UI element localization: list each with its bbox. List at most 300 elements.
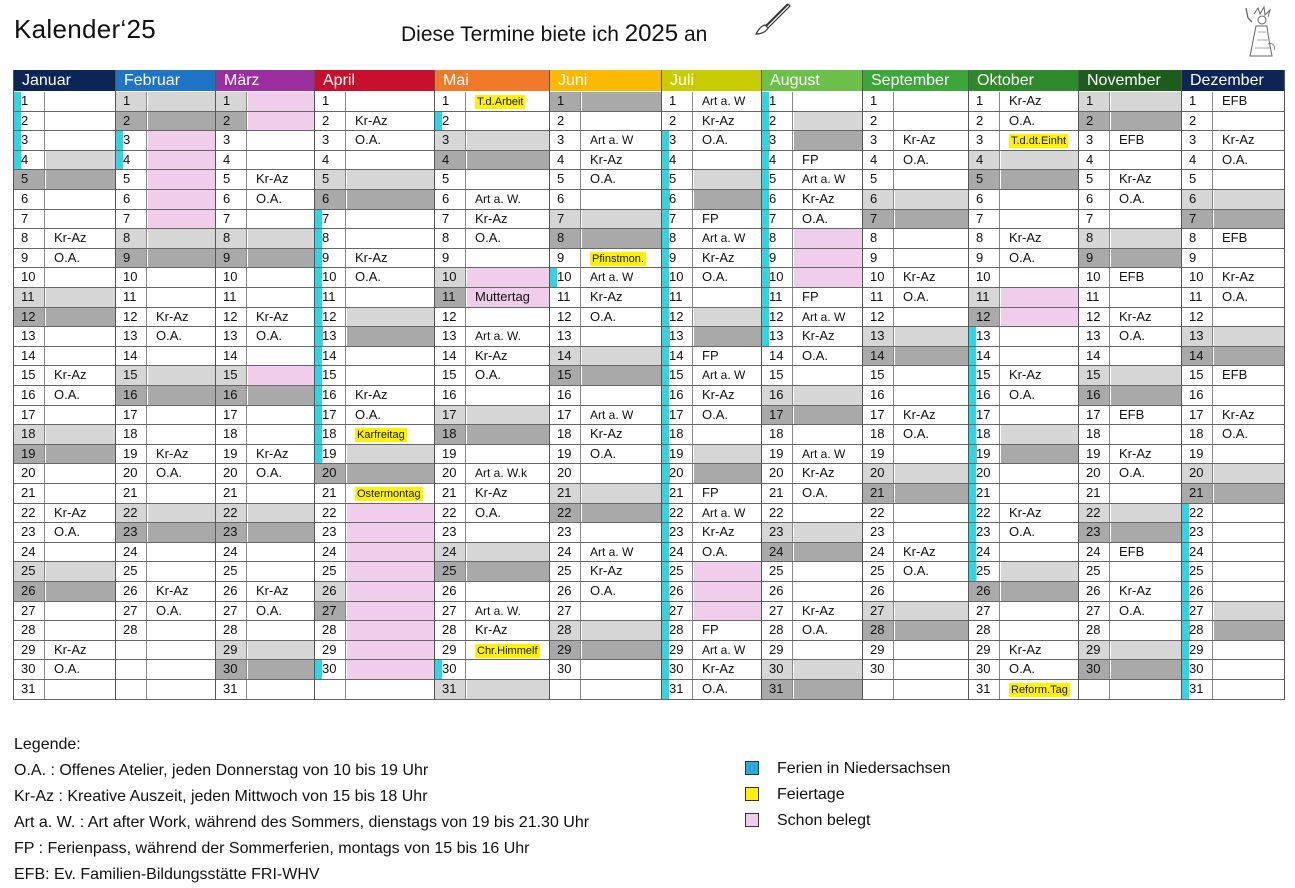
event-label: Art a. W [802,172,846,187]
day-row [216,190,314,210]
day-entry [467,151,549,170]
day-row [762,406,862,426]
day-row [762,602,862,622]
day-number: 2 [550,112,581,131]
day-number: 17 [116,406,147,425]
day-row [435,308,549,328]
day-row [550,602,661,622]
day-row [662,131,761,151]
event-label: O.A. [1119,191,1146,206]
day-entry [582,523,661,542]
day-number: 15 [1182,366,1213,385]
day-row [315,268,434,288]
day-entry [1111,660,1181,679]
day-number: 13 [14,327,45,346]
subtitle [401,20,707,48]
day-entry [347,641,434,660]
day-entry [1111,151,1181,170]
day-entry [694,406,761,425]
day-entry [1214,680,1284,699]
event-label: Kr-Az [702,112,735,128]
day-entry [582,190,661,209]
day-number: 5 [1079,170,1110,189]
day-number: 29 [863,641,894,660]
day-number: 5 [662,170,693,189]
day-entry [467,327,549,346]
day-entry [582,660,661,679]
day-row [435,621,549,641]
day-number: 7 [116,210,147,229]
day-row [550,170,661,190]
day-entry [895,504,968,523]
day-entry [1111,464,1181,483]
day-entry [794,170,862,189]
legend-title: Legende: [14,736,81,753]
day-row [863,680,968,700]
day-row [435,210,549,230]
day-number: 6 [863,190,894,209]
day-entry [1001,327,1078,346]
day-row [969,504,1078,524]
day-number: 30 [435,660,466,679]
day-entry [248,562,314,581]
day-number: 5 [969,170,1000,189]
day-row [662,249,761,269]
day-entry [895,425,968,444]
day-row [662,504,761,524]
event-label: Art a. W [802,309,846,324]
day-entry [148,151,215,170]
day-row [550,386,661,406]
event-label: O.A. [1119,328,1146,344]
event-label: EFB [1222,367,1248,383]
day-entry [1214,92,1284,111]
day-number: 11 [969,288,1000,307]
day-entry [347,406,434,425]
subtitle-end: an [683,23,708,46]
event-label: Art a. W [702,94,746,108]
day-entry [467,425,549,444]
day-number: 17 [1182,406,1213,425]
day-row [550,621,661,641]
day-entry [895,523,968,542]
day-entry [582,112,661,131]
day-number: 9 [1079,249,1110,268]
day-row [762,308,862,328]
event-label: O.A. [1009,661,1036,677]
day-number: 19 [662,445,693,464]
day-number: 3 [435,131,466,150]
day-number: 24 [662,543,693,562]
day-entry [794,347,862,366]
day-number: 18 [1079,425,1110,444]
day-entry [1001,366,1078,385]
statue-of-liberty-logo [1238,2,1282,60]
day-number: 31 [435,680,466,699]
day-row [662,464,761,484]
day-number: 17 [1079,406,1110,425]
day-number: 21 [14,484,45,503]
event-label: Kr-Az [475,347,508,363]
day-row [315,210,434,230]
day-row [116,131,215,151]
day-number: 30 [662,660,693,679]
day-number: 13 [116,327,147,346]
day-row [863,523,968,543]
day-entry [467,641,549,660]
day-entry [148,582,215,601]
day-entry [1001,386,1078,405]
day-entry [46,621,115,640]
day-entry [582,288,661,307]
event-label: Kr-Az [355,249,388,265]
event-label: Kr-Az [54,367,87,383]
day-row [863,249,968,269]
event-label: Kr-Az [702,524,735,540]
day-entry [794,504,862,523]
event-label: Kr-Az [256,308,289,324]
day-number: 1 [14,92,45,111]
day-entry [895,308,968,327]
day-number: 13 [762,327,793,346]
day-entry [46,504,115,523]
month-column-november [1079,70,1182,700]
day-entry [1111,327,1181,346]
day-number: 26 [662,582,693,601]
event-label: O.A. [1009,249,1036,265]
day-entry [148,327,215,346]
day-row [1079,347,1181,367]
subtitle-text: Diese Termine biete ich [401,23,619,46]
day-entry [46,190,115,209]
day-number: 19 [1182,445,1213,464]
day-entry [1214,308,1284,327]
day-number: 31 [14,680,45,699]
event-label: Art a. W [590,270,634,285]
event-label: Kr-Az [590,289,623,304]
day-row [116,268,215,288]
day-number: 19 [435,445,466,464]
event-label: Kr-Az [903,543,936,559]
day-row [315,190,434,210]
day-entry [148,621,215,640]
day-entry [794,92,862,111]
day-row [1182,308,1284,328]
day-entry [1111,602,1181,621]
day-number: 16 [863,386,894,405]
day-entry [1111,621,1181,640]
day-row [863,190,968,210]
day-row [216,327,314,347]
day-entry [582,268,661,287]
day-row [1182,445,1284,465]
day-row [550,210,661,230]
day-number: 11 [14,288,45,307]
day-row [216,386,314,406]
day-row [550,504,661,524]
day-number: 4 [1079,151,1110,170]
day-number: 25 [762,562,793,581]
day-row [550,660,661,680]
day-entry [1001,190,1078,209]
day-entry [1001,602,1078,621]
day-number: 1 [315,92,346,111]
day-number: 3 [969,131,1000,150]
day-number: 27 [662,602,693,621]
legend-line: Art a. W. : Art after Work, während des Sommers, dienstags von 19 bis 21.30 Uhr [14,814,590,831]
key-label: Ferien in Niedersachsen [777,760,951,777]
day-row [1079,386,1181,406]
day-row [863,210,968,230]
day-number: 12 [435,308,466,327]
day-number: 12 [550,308,581,327]
day-entry [1111,366,1181,385]
day-entry [1111,425,1181,444]
day-row [216,308,314,328]
day-row [863,386,968,406]
event-label: Kr-Az [54,504,87,520]
day-entry [582,562,661,581]
event-label: Art a. W [702,368,746,383]
day-row [863,464,968,484]
day-number: 20 [216,464,247,483]
day-row [14,386,115,406]
day-entry [148,602,215,621]
day-row [216,641,314,661]
event-label: O.A. [1119,602,1146,618]
day-row [762,445,862,465]
day-number: 24 [435,543,466,562]
day-entry [148,445,215,464]
day-number: 8 [662,229,693,248]
day-row [762,504,862,524]
month-column-mai [435,70,550,700]
day-entry [794,190,862,209]
day-number: 11 [435,288,466,307]
day-row [969,151,1078,171]
day-row [116,582,215,602]
day-entry [248,151,314,170]
day-row [863,621,968,641]
day-number: 19 [550,445,581,464]
day-entry [1214,268,1284,287]
day-row [550,131,661,151]
day-number: 23 [762,523,793,542]
event-label: Art a. W [702,505,746,520]
day-number: 26 [216,582,247,601]
day-row [14,249,115,269]
day-row [216,621,314,641]
day-number: 13 [662,327,693,346]
month-header: November [1079,70,1181,91]
day-number: 3 [315,131,346,150]
day-row [435,229,549,249]
day-row [116,308,215,328]
day-number: 30 [1079,660,1110,679]
event-label: FP [702,485,719,500]
day-entry [467,523,549,542]
day-entry [582,249,661,268]
day-number: 14 [662,347,693,366]
day-number: 22 [662,504,693,523]
event-label: O.A. [1009,387,1036,402]
day-number: 22 [1182,504,1213,523]
day-entry [694,504,761,523]
day-entry [1214,602,1284,621]
day-row [315,543,434,563]
day-number: 15 [863,366,894,385]
day-number: 12 [762,308,793,327]
day-number: 20 [1182,464,1213,483]
day-entry [1001,523,1078,542]
event-label: EFB [1119,132,1145,148]
day-entry [347,484,434,503]
day-number: 21 [550,484,581,503]
day-entry [794,641,862,660]
day-entry [347,112,434,131]
day-number: 17 [14,406,45,425]
day-row [1182,582,1284,602]
event-label: Kr-Az [802,602,835,618]
day-number: 6 [550,190,581,209]
event-label: O.A. [802,347,829,363]
event-label: Kr-Az [1119,171,1152,187]
day-number: 12 [14,308,45,327]
day-number: 27 [216,602,247,621]
day-number: 15 [762,366,793,385]
day-entry [1111,562,1181,581]
day-row [550,484,661,504]
day-number: 19 [14,445,45,464]
day-number: 4 [969,151,1000,170]
day-row [435,523,549,543]
day-row [969,131,1078,151]
day-number: 4 [662,151,693,170]
day-row [863,112,968,132]
day-entry [794,112,862,131]
day-row [14,543,115,563]
day-row [116,347,215,367]
day-number: 25 [14,562,45,581]
day-row [216,445,314,465]
day-entry [895,562,968,581]
day-entry [582,229,661,248]
day-entry [1111,484,1181,503]
day-row [969,660,1078,680]
day-entry [1214,151,1284,170]
day-row [969,347,1078,367]
day-row [969,621,1078,641]
day-row [216,268,314,288]
event-label: O.A. [590,171,617,187]
day-entry [794,464,862,483]
event-label: O.A. [1119,465,1146,481]
day-entry [248,582,314,601]
day-entry [248,621,314,640]
day-entry [1001,151,1078,170]
day-number: 1 [863,92,894,111]
month-column-september [863,70,969,700]
day-number: 14 [315,347,346,366]
day-entry [895,484,968,503]
day-entry [582,151,661,170]
day-number: 15 [662,366,693,385]
event-label: Kr-Az [802,191,835,206]
day-row [216,366,314,386]
day-entry [895,445,968,464]
day-entry [895,386,968,405]
day-row [14,92,115,112]
day-row [969,543,1078,563]
day-number: 5 [315,170,346,189]
day-entry [1001,249,1078,268]
day-entry [467,562,549,581]
day-number: 8 [14,229,45,248]
day-number: 27 [116,602,147,621]
day-number: 4 [550,151,581,170]
day-entry [1111,170,1181,189]
day-number: 28 [116,621,147,640]
day-number: 26 [762,582,793,601]
day-entry [694,92,761,111]
day-row [315,660,434,680]
day-row [662,92,761,112]
event-label: O.A. [256,191,283,206]
day-number: 10 [762,268,793,287]
day-row [550,680,661,700]
month-column-juli [662,70,762,700]
day-number: 22 [550,504,581,523]
day-number: 22 [863,504,894,523]
day-entry [248,308,314,327]
day-row [762,582,862,602]
day-entry [347,366,434,385]
day-row [1079,425,1181,445]
day-number: 28 [550,621,581,640]
day-number: 5 [863,170,894,189]
day-row [662,112,761,132]
day-number: 9 [435,249,466,268]
day-row [550,582,661,602]
day-number: 25 [863,562,894,581]
day-number: 13 [969,327,1000,346]
day-row [116,523,215,543]
day-number: 21 [315,484,346,503]
day-number: 3 [1182,131,1213,150]
day-row [1182,504,1284,524]
day-row [1182,464,1284,484]
day-number: 7 [315,210,346,229]
day-row [762,288,862,308]
day-row [435,641,549,661]
event-label: Muttertag [475,289,530,304]
day-number: 5 [216,170,247,189]
day-number: 20 [550,464,581,483]
day-entry [148,562,215,581]
month-column-januar [13,70,116,700]
day-entry [1001,288,1078,307]
event-label: Kr-Az [802,465,835,481]
day-entry [248,386,314,405]
day-row [216,170,314,190]
event-label: Kr-Az [1009,93,1042,108]
day-number: 1 [762,92,793,111]
day-row [14,308,115,328]
day-row [315,425,434,445]
day-entry [694,151,761,170]
event-label: Kr-Az [475,622,508,638]
day-entry [895,210,968,229]
